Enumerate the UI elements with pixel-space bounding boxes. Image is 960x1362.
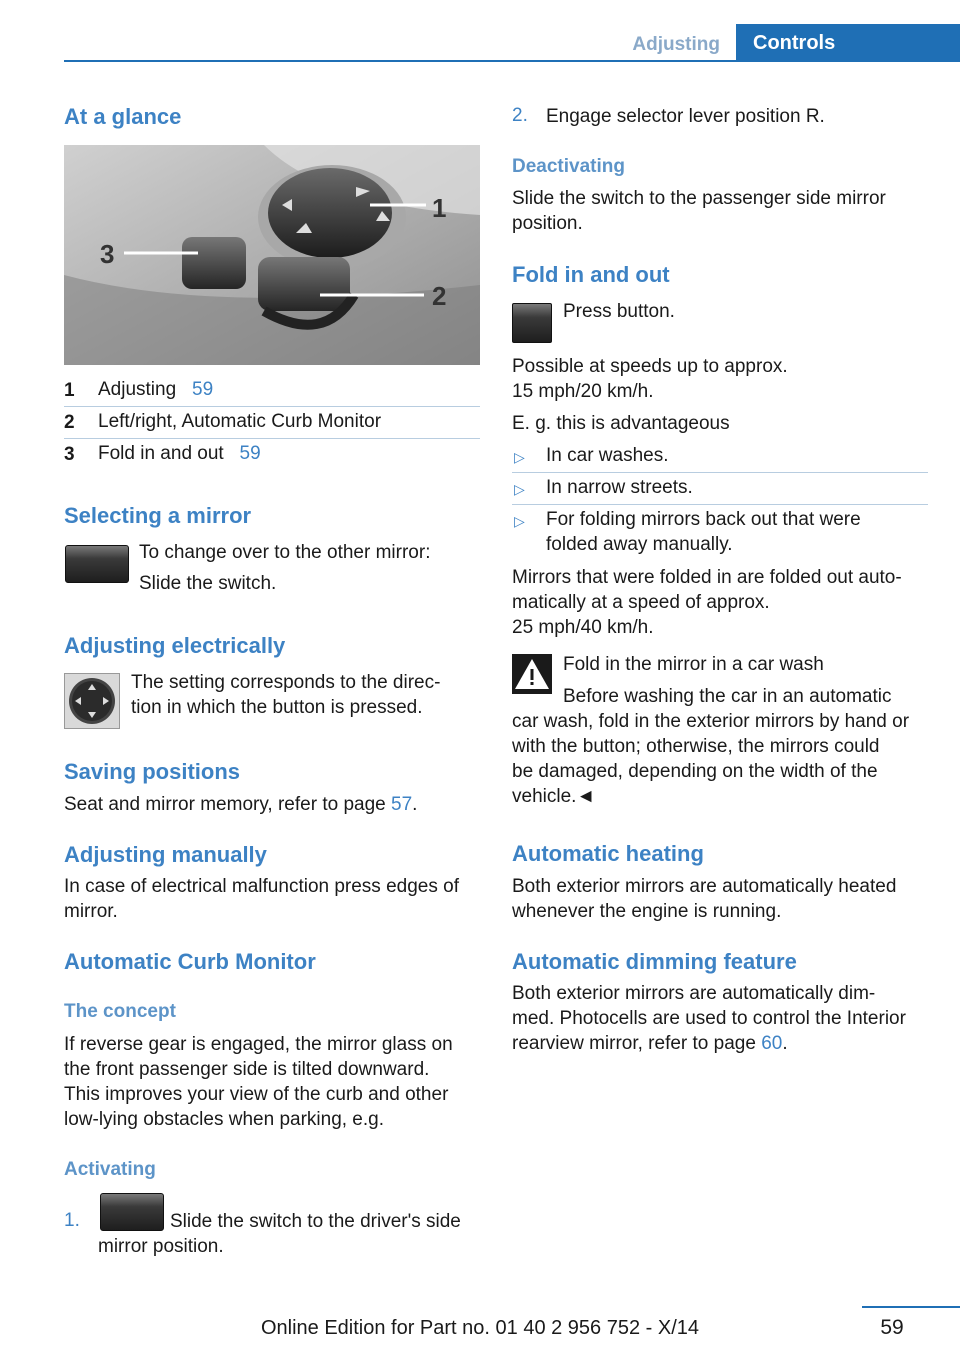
foldout-line-2: matically at a speed of approx.	[512, 592, 770, 613]
legend-text: Fold in and out 59	[98, 443, 261, 464]
heading-saving-positions: Saving positions	[64, 759, 241, 784]
warning-line-4: be damaged, depending on the width of the	[512, 761, 878, 782]
bullet-divider	[512, 472, 928, 473]
advantage-text: E. g. this is advantageous	[512, 413, 730, 434]
figure-label-2: 2	[432, 281, 447, 311]
heading-adjusting-manually: Adjusting manually	[64, 842, 267, 867]
legend-divider	[64, 438, 480, 439]
warning-title: Fold in the mirror in a car wash	[563, 654, 824, 675]
saving-text: Seat and mirror memory, refer to page 57.	[64, 794, 418, 815]
heading-adjusting-electrically: Adjusting electrically	[64, 633, 286, 658]
warning-line-5: vehicle.◄	[512, 786, 596, 807]
step1-line-2: mirror position.	[98, 1236, 224, 1257]
dim-line-1: Both exterior mirrors are automatically dim‐	[512, 983, 876, 1004]
heading-concept: The concept	[64, 1001, 176, 1022]
concept-line-3: This improves your view of the curb and other	[64, 1084, 449, 1105]
bullet-item: For folding mirrors back out that were	[546, 509, 861, 530]
deact-line-2: position.	[512, 213, 583, 234]
dim-line-3: rearview mirror, refer to page 60.	[512, 1033, 788, 1054]
heat-line-2: whenever the engine is running.	[512, 901, 782, 922]
header-section: Adjusting	[632, 34, 720, 55]
speed-line-1: Possible at speeds up to approx.	[512, 356, 788, 377]
manual-line-1: In case of electrical malfunction press edges of	[64, 876, 459, 897]
speed-line-2: 15 mph/20 km/h.	[512, 381, 654, 402]
footer-edition: Online Edition for Part no. 01 40 2 956 752 - X/14	[260, 1317, 700, 1339]
legend-text: Left/right, Automatic Curb Monitor	[98, 411, 382, 432]
heading-fold-in-out: Fold in and out	[512, 262, 670, 287]
heading-deactivating: Deactivating	[512, 156, 625, 177]
fold-press-text: Press button.	[563, 301, 675, 322]
bullet-item-cont: folded away manually.	[546, 534, 733, 555]
adjust-knob-icon	[64, 673, 120, 729]
warning-line-1: Before washing the car in an automatic	[563, 686, 892, 707]
step-number: 2.	[512, 105, 528, 126]
legend-text: Adjusting 59	[98, 379, 214, 400]
deact-line-1: Slide the switch to the passenger side mirror	[512, 188, 886, 209]
concept-line-1: If reverse gear is engaged, the mirror glass on	[64, 1034, 453, 1055]
heat-line-1: Both exterior mirrors are automatically heated	[512, 876, 897, 897]
bullet-item: In car washes.	[546, 445, 669, 466]
warning-icon	[512, 654, 552, 694]
selecting-line-2: Slide the switch.	[139, 573, 277, 594]
warning-line-3: with the button; otherwise, the mirrors could	[512, 736, 880, 757]
page-link-60[interactable]: 60	[761, 1033, 783, 1054]
concept-line-2: the front passenger side is tilted downward.	[64, 1059, 430, 1080]
dim-line-2: med. Photocells are used to control the Interior	[512, 1008, 906, 1029]
step1-line-1: Slide the switch to the driver's side	[170, 1211, 461, 1232]
selecting-line-1: To change over to the other mirror:	[139, 542, 431, 563]
step2-text: Engage selector lever position R.	[546, 106, 825, 127]
legend-number: 2	[64, 412, 75, 433]
fold-button-icon	[512, 303, 552, 343]
concept-line-4: low-lying obstacles when parking, e.g.	[64, 1109, 385, 1130]
legend-page-link[interactable]: 59	[192, 379, 214, 400]
warning-line-2: car wash, fold in the exterior mirrors by hand or	[512, 711, 910, 732]
bullet-divider	[512, 504, 928, 505]
step-number: 1.	[64, 1210, 80, 1231]
legend-number: 1	[64, 380, 75, 401]
page-link-57[interactable]: 57	[391, 794, 413, 815]
bullet-marker: ▷	[514, 449, 525, 465]
legend-page-link[interactable]: 59	[239, 443, 261, 464]
header-rule	[64, 60, 960, 62]
mirror-switch-icon	[65, 545, 129, 583]
manual-line-2: mirror.	[64, 901, 118, 922]
mirror-control-figure	[64, 145, 480, 365]
legend-number: 3	[64, 444, 75, 465]
electric-line-2: tion in which the button is pressed.	[131, 697, 423, 718]
heading-automatic-heating: Automatic heating	[512, 841, 704, 866]
heading-curb-monitor: Automatic Curb Monitor	[64, 949, 316, 974]
figure-label-1: 1	[432, 193, 447, 223]
mirror-switch-icon	[100, 1193, 164, 1231]
foldout-line-3: 25 mph/40 km/h.	[512, 617, 654, 638]
heading-selecting-mirror: Selecting a mirror	[64, 503, 252, 528]
page-number: 59	[880, 1316, 904, 1339]
footer-rule	[862, 1306, 960, 1308]
heading-at-a-glance: At a glance	[64, 104, 182, 129]
heading-activating: Activating	[64, 1159, 156, 1180]
legend-divider	[64, 406, 480, 407]
header-chapter-tab[interactable]: Controls	[736, 24, 960, 62]
bullet-marker: ▷	[514, 481, 525, 497]
heading-automatic-dimming: Automatic dimming feature	[512, 949, 797, 974]
bullet-item: In narrow streets.	[546, 477, 693, 498]
figure-label-3: 3	[100, 239, 115, 269]
bullet-marker: ▷	[514, 513, 525, 529]
electric-line-1: The setting corresponds to the direc‐	[131, 672, 441, 693]
foldout-line-1: Mirrors that were folded in are folded out auto‐	[512, 567, 902, 588]
